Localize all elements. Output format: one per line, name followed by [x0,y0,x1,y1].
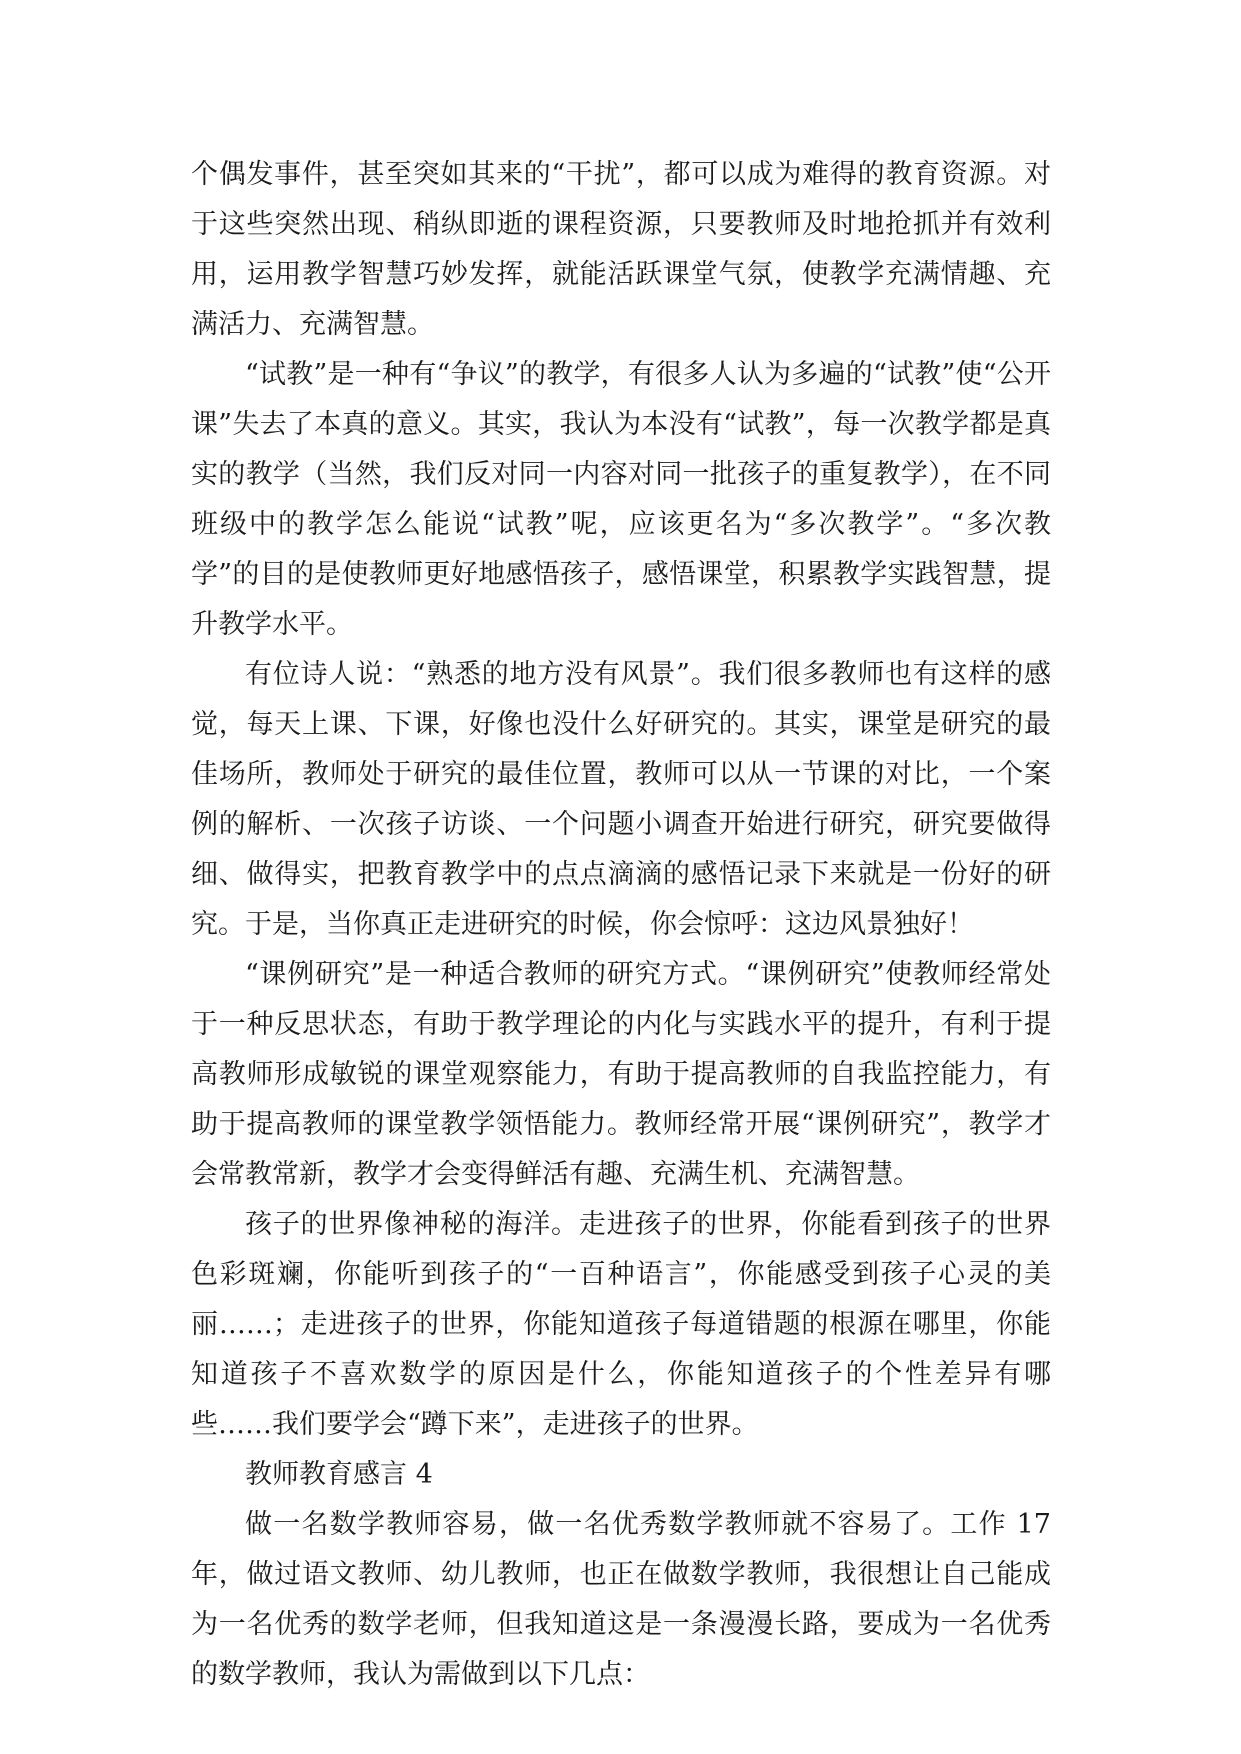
document-body [191,150,1051,1700]
paragraph-math-teacher: 做一名数学教师容易，做一名优秀数学教师就不容易了。工作 17 年，做过语文教师、幼儿教师，也正在做数学教师，我很想让自己能成为一名优秀的数学老师，但我知道这是一条漫漫长路，要成为一名优秀的数学教师，我认为需做到以下几点： [191,1509,1051,1690]
paragraph-research-scenery: 有位诗人说：“熟悉的地方没有风景”。我们很多教师也有这样的感觉，每天上课、下课，好像也没什么好研究的。其实，课堂是研究的最佳场所，教师处于研究的最佳位置，教师可以从一节课的对比，一个案例的解析、一次孩子访谈、一个问题小调查开始进行研究，研究要做得细、做得实，把教育教学中的点点滴滴的感悟记录下来就是一份好的研究。于是，当你真正走进研究的时候，你会惊呼：这边风景独好！ [191,659,1051,940]
paragraph-child-world: 孩子的世界像神秘的海洋。走进孩子的世界，你能看到孩子的世界色彩斑斓，你能听到孩子的“一百种语言”，你能感受到孩子心灵的美丽……；走进孩子的世界，你能知道孩子每道错题的根源在哪里，你能知道孩子不喜欢数学的原因是什么，你能知道孩子的个性差异有哪些……我们要学会“蹲下来”，走进孩子的世界。 [191,1209,1051,1440]
paragraph-trial-teaching: “试教”是一种有“争议”的教学，有很多人认为多遍的“试教”使“公开课”失去了本真的意义。其实，我认为本没有“试教”，每一次教学都是真实的教学（当然，我们反对同一内容对同一批孩子的重复教学），在不同班级中的教学怎么能说“试教”呢，应该更名为“多次教学”。“多次教学”的目的是使教师更好地感悟孩子，感悟课堂，积累教学实践智慧，提升教学水平。 [191,359,1051,640]
section-heading: 教师教育感言 4 [245,1459,433,1490]
paragraph-lesson-study: “课例研究”是一种适合教师的研究方式。“课例研究”使教师经常处于一种反思状态，有助于教学理论的内化与实践水平的提升，有利于提高教师形成敏锐的课堂观察能力，有助于提高教师的自我监控能力，有助于提高教师的课堂教学领悟能力。教师经常开展“课例研究”，教学才会常教常新，教学才会变得鲜活有趣、充满生机、充满智慧。 [191,959,1051,1190]
paragraph-continued: 个偶发事件，甚至突如其来的“干扰”，都可以成为难得的教育资源。对于这些突然出现、稍纵即逝的课程资源，只要教师及时地抢抓并有效利用，运用教学智慧巧妙发挥，就能活跃课堂气氛，使教学充满情趣、充满活力、充满智慧。 [191,159,1051,340]
